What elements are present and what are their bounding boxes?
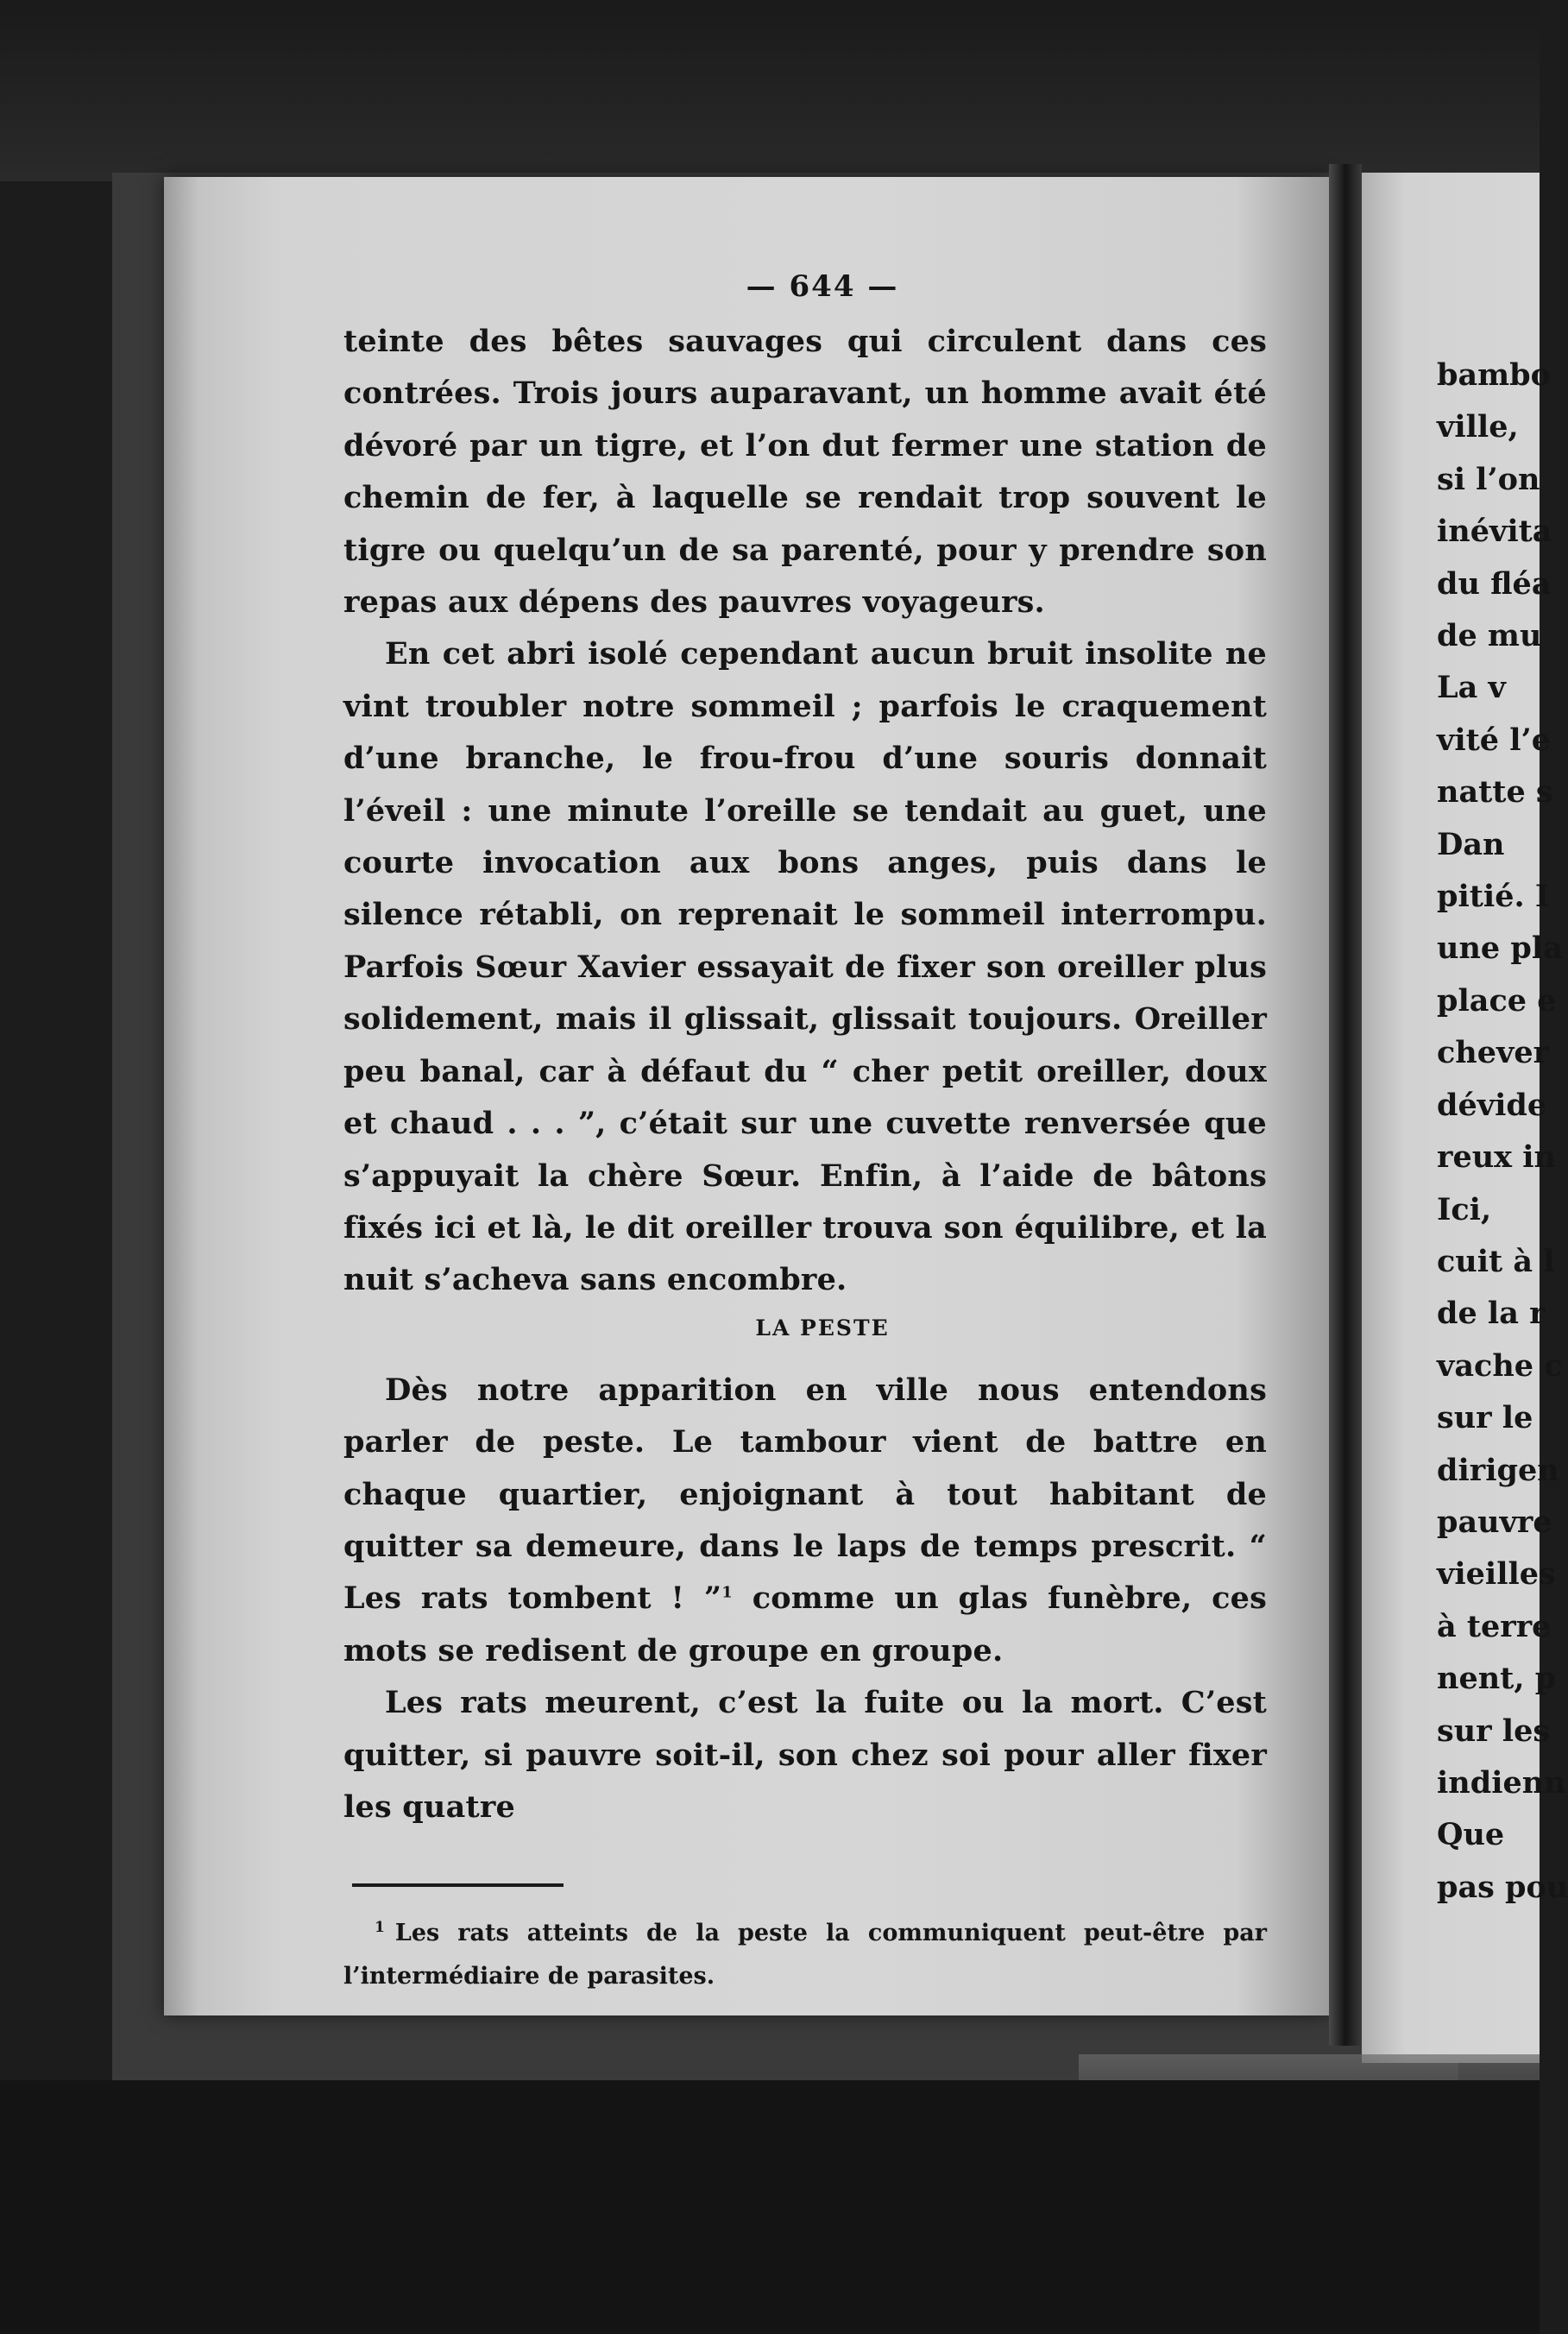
facing-page-line: inévita bbox=[1437, 514, 1552, 550]
facing-page-line: chever bbox=[1437, 1035, 1550, 1071]
page-number: — 644 — bbox=[746, 269, 899, 304]
paragraph-last: Les rats meurent, c’est la fuite ou la mort. C’est quitter, si pauvre soit-il, son chez soi pour aller fixer les quatre bbox=[343, 1685, 1267, 1825]
footnote-marker: 1 bbox=[375, 1919, 385, 1937]
facing-page-line: Dan bbox=[1437, 826, 1505, 862]
facing-page-line: ville, bbox=[1437, 409, 1519, 445]
paragraph-peste bbox=[343, 1365, 1267, 1677]
facing-page-line: natte s bbox=[1437, 774, 1553, 811]
footnote bbox=[343, 1906, 1267, 1998]
paragraph-1: teinte des bêtes sauvages qui circulent dans ces contrées. Trois jours auparavant, un homme avait été dévoré par un tigre, et l’on dut fermer une station de chemin de fer, à laquelle se rendait trop souvent le tigre ou quelqu’un de sa parenté, pour y prendre son repas aux dépens des pauvres voyageurs. bbox=[343, 324, 1267, 621]
facing-page-line: sur le bbox=[1437, 1400, 1533, 1436]
section-heading: LA PESTE bbox=[755, 1315, 890, 1340]
facing-page-line: reux in bbox=[1437, 1139, 1556, 1176]
facing-page-line: vache c bbox=[1437, 1347, 1563, 1384]
paragraph-2: En cet abri isolé cependant aucun bruit insolite ne vint troubler notre sommeil ; parfois le craquement d’une branche, le frou-frou d’une souris donnait l’éveil : une minute l’oreille se tendait au guet, une courte invocation aux bons anges, puis dans le silence rétabli, on reprenait le sommeil interrompu. Parfois Sœur Xavier essayait de fixer son oreiller plus solidement, mais il glissait, glissait toujours. Oreiller peu banal, car à défaut du “ cher petit oreiller, doux et chaud . . . ”, c’était sur une cuvette renversée que s’appuyait la chère Sœur. Enfin, à l’aide de bâtons fixés ici et là, le dit oreiller trouva son équilibre, et la nuit s’acheva sans encombre. bbox=[343, 636, 1267, 1298]
background-top bbox=[0, 0, 1540, 181]
facing-page-text bbox=[1437, 350, 1568, 1914]
facing-page-line: de la r bbox=[1437, 1296, 1546, 1332]
left-page-content bbox=[343, 269, 1267, 1998]
facing-page-line: bambo bbox=[1437, 357, 1552, 393]
facing-page-line: place e bbox=[1437, 982, 1557, 1019]
facing-page-line: de mu bbox=[1437, 618, 1542, 654]
facing-page-line: cuit à l bbox=[1437, 1243, 1555, 1279]
facing-page-line: Que bbox=[1437, 1817, 1505, 1853]
background-bottom bbox=[0, 2080, 1540, 2334]
footnote-reference: 1 bbox=[721, 1583, 733, 1602]
facing-page-line: sur les bbox=[1437, 1713, 1551, 1749]
facing-page-line: pas pou bbox=[1437, 1869, 1568, 1905]
facing-page-line: une pla bbox=[1437, 930, 1563, 967]
facing-page-line: La v bbox=[1437, 670, 1506, 706]
facing-page-line: vieilles bbox=[1437, 1556, 1556, 1593]
facing-page-line: pitié. I bbox=[1437, 879, 1550, 915]
facing-page-line: vité l’e bbox=[1437, 722, 1552, 758]
footnote-rule bbox=[352, 1883, 564, 1887]
facing-page-line: si l’on bbox=[1437, 461, 1540, 497]
paragraph-peste-end: comme un glas funèbre, ces mots se redisent de groupe en groupe. bbox=[343, 1580, 1268, 1668]
footnote-text: Les rats atteints de la peste la communiquent peut-être par l’intermédiaire de parasites. bbox=[343, 1920, 1267, 1990]
facing-page-line: Ici, bbox=[1437, 1191, 1492, 1227]
paragraph-peste-start: Dès notre apparition en ville nous entendons parler de peste. Le tambour vient de battre en chaque quartier, enjoignant à tout habitant de quitter sa demeure, dans le laps de temps prescrit. “ Les rats tombent ! ” bbox=[343, 1372, 1267, 1617]
facing-page-line: indienn bbox=[1437, 1764, 1566, 1801]
facing-page-line: à terre bbox=[1437, 1608, 1552, 1644]
book-gutter bbox=[1329, 164, 1362, 2046]
facing-page-line: du fléa bbox=[1437, 565, 1552, 602]
facing-page-line: pauvre bbox=[1437, 1504, 1552, 1540]
facing-page-line: dirigen bbox=[1437, 1452, 1559, 1488]
facing-page-line: nent, p bbox=[1437, 1661, 1557, 1697]
facing-page-line: dévide bbox=[1437, 1087, 1547, 1123]
